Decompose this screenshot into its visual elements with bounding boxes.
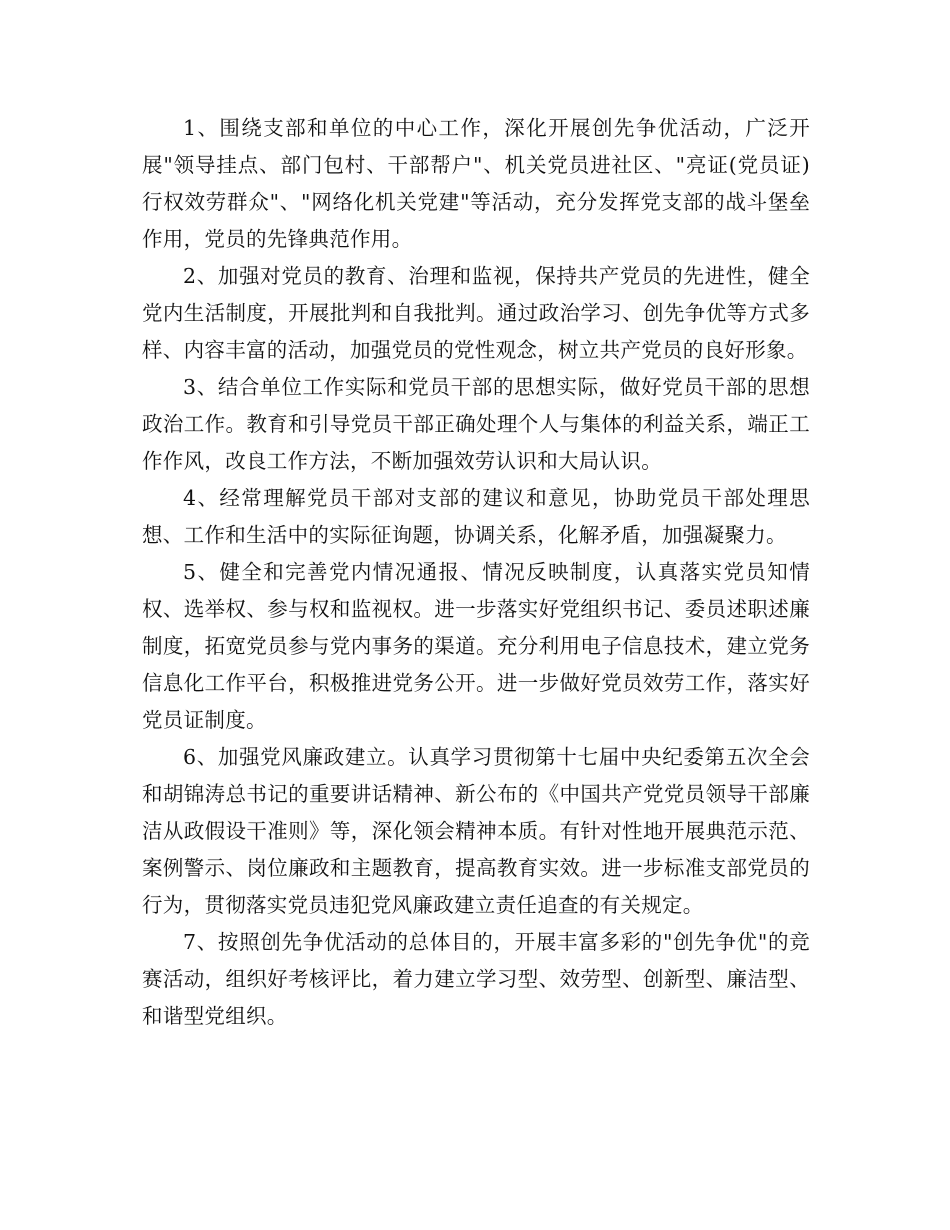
paragraph-3: 3、结合单位工作实际和党员干部的思想实际，做好党员干部的思想政治工作。教育和引导党员干部正确处理个人与集体的利益关系，端正工作作风，改良工作方法，不断加强效劳认识和大局认识。 — [142, 375, 810, 473]
paragraph-4: 4、经常理解党员干部对支部的建议和意见，协助党员干部处理思想、工作和生活中的实际征询题，协调关系，化解矛盾，加强凝聚力。 — [142, 486, 810, 547]
paragraph-1: 1、围绕支部和单位的中心工作，深化开展创先争优活动，广泛开展"领导挂点、部门包村、干部帮户"、机关党员进社区、"亮证(党员证)行权效劳群众"、"网络化机关党建"等活动，充分发挥党支部的战斗堡垒作用，党员的先锋典范作用。 — [142, 116, 810, 251]
paragraph-2: 2、加强对党员的教育、治理和监视，保持共产党员的先进性，健全党内生活制度，开展批判和自我批判。通过政治学习、创先争优等方式多样、内容丰富的活动，加强党员的党性观念，树立共产党员的良好形象。 — [142, 264, 810, 362]
paragraph-6: 6、加强党风廉政建立。认真学习贯彻第十七届中央纪委第五次全会和胡锦涛总书记的重要讲话精神、新公布的《中国共产党党员领导干部廉洁从政假设干准则》等，深化领会精神本质。有针对性地开展典范示范、案例警示、岗位廉政和主题教育，提高教育实效。进一步标准支部党员的行为，贯彻落实党员违犯党风廉政建立责任追查的有关规定。 — [142, 745, 810, 917]
paragraph-5: 5、健全和完善党内情况通报、情况反映制度，认真落实党员知情权、选举权、参与权和监视权。进一步落实好党组织书记、委员述职述廉制度，拓宽党员参与党内事务的渠道。充分利用电子信息技术，建立党务信息化工作平台，积极推进党务公开。进一步做好党员效劳工作，落实好党员证制度。 — [142, 560, 810, 732]
paragraph-7: 7、按照创先争优活动的总体目的，开展丰富多彩的"创先争优"的竞赛活动，组织好考核评比，着力建立学习型、效劳型、创新型、廉洁型、和谐型党组织。 — [142, 930, 810, 1028]
document-body — [142, 110, 810, 1035]
